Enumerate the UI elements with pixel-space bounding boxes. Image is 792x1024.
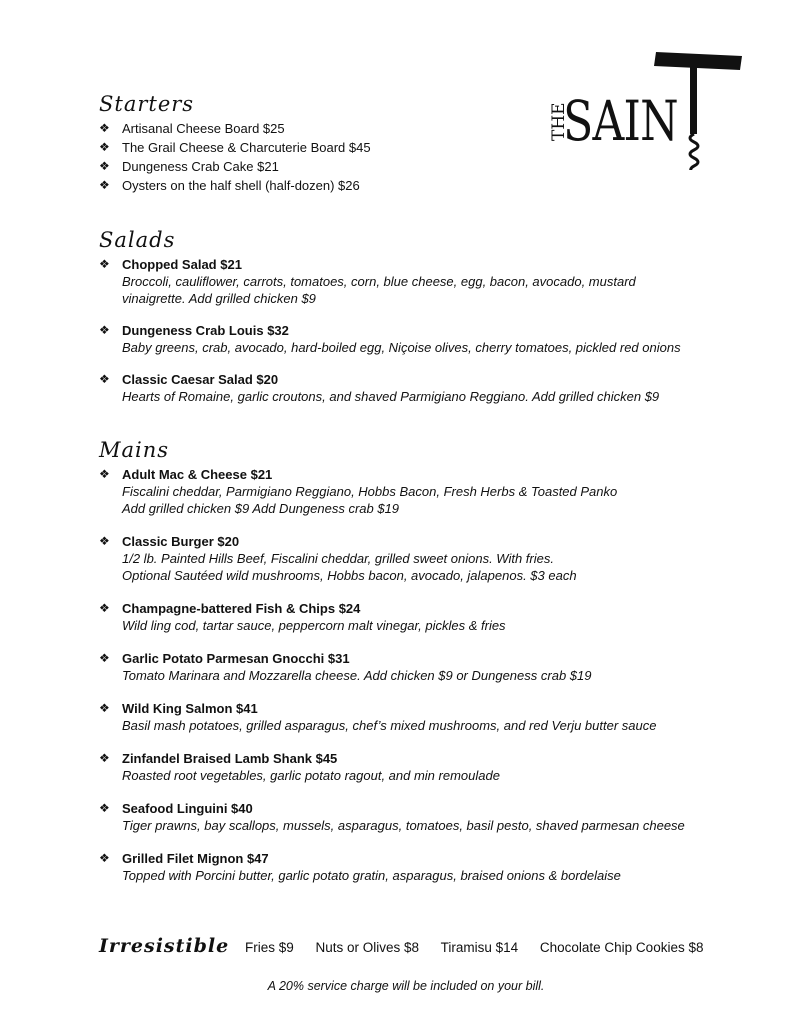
item-name: Champagne-battered Fish & Chips $24 <box>122 601 361 616</box>
main-item <box>99 850 685 884</box>
diamond-bullet-icon: ❖ <box>99 851 110 865</box>
main-item <box>99 466 685 517</box>
diamond-bullet-icon: ❖ <box>99 701 110 715</box>
item-description: 1/2 lb. Painted Hills Beef, Fiscalini cheddar, grilled sweet onions. With fries. <box>122 551 554 566</box>
item-description: Roasted root vegetables, garlic potato ragout, and min remoulade <box>122 768 500 783</box>
salads-section <box>99 228 681 420</box>
item-description: Add grilled chicken $9 Add Dungeness crab $19 <box>122 501 400 516</box>
item-description: Wild ling cod, tartar sauce, peppercorn malt vinegar, pickles & fries <box>122 618 506 633</box>
diamond-bullet-icon: ❖ <box>99 751 110 765</box>
main-item <box>99 750 685 784</box>
irresistible-row <box>99 935 721 957</box>
diamond-bullet-icon: ❖ <box>99 323 110 337</box>
item-name: Seafood Linguini $40 <box>122 801 253 816</box>
item-name: Classic Burger $20 <box>122 534 240 549</box>
item-description: Tiger prawns, bay scallops, mussels, asparagus, tomatoes, basil pesto, shaved parmesan cheese <box>122 818 685 833</box>
item-name: Dungeness Crab Louis $32 <box>122 323 289 338</box>
extra-item: Tiramisu $14 <box>440 940 519 955</box>
diamond-bullet-icon: ❖ <box>99 159 110 173</box>
item-name: Chopped Salad $21 <box>122 257 242 272</box>
extra-item: Chocolate Chip Cookies $8 <box>539 940 704 955</box>
salad-item <box>99 322 681 356</box>
item-description: Basil mash potatoes, grilled asparagus, chef’s mixed mushrooms, and red Verju butter sauce <box>122 718 657 733</box>
item-name: Garlic Potato Parmesan Gnocchi $31 <box>122 651 350 666</box>
starter-item: ❖ Oysters on the half shell (half-dozen) $26 <box>99 178 360 193</box>
item-description: Optional Sautéed wild mushrooms, Hobbs bacon, avocado, jalapenos. $3 each <box>122 568 577 583</box>
diamond-bullet-icon: ❖ <box>99 467 110 481</box>
salads-title: Salads <box>99 228 176 252</box>
salad-item <box>99 371 681 405</box>
starter-item: ❖ The Grail Cheese & Charcuterie Board $45 <box>99 140 371 155</box>
main-item <box>99 650 685 684</box>
diamond-bullet-icon: ❖ <box>99 178 110 192</box>
diamond-bullet-icon: ❖ <box>99 534 110 548</box>
diamond-bullet-icon: ❖ <box>99 140 110 154</box>
extra-item: Fries $9 <box>244 940 294 955</box>
item-name: Classic Caesar Salad $20 <box>122 372 279 387</box>
item-description: Topped with Porcini butter, garlic potato gratin, asparagus, braised onions & bordelaise <box>122 868 621 883</box>
salad-item <box>99 256 681 307</box>
diamond-bullet-icon: ❖ <box>99 257 110 271</box>
main-item <box>99 800 685 834</box>
main-item <box>99 533 685 584</box>
logo-saint-text: SAIN <box>563 89 678 154</box>
diamond-bullet-icon: ❖ <box>99 372 110 386</box>
the-saint-logo <box>544 46 744 170</box>
starters-list <box>99 120 371 194</box>
item-description: Tomato Marinara and Mozzarella cheese. Add chicken $9 or Dungeness crab $19 <box>122 668 592 683</box>
logo-the-text: THE <box>549 102 569 141</box>
item-name: Wild King Salmon $41 <box>122 701 258 716</box>
item-name: Grilled Filet Mignon $47 <box>122 851 269 866</box>
item-description: Baby greens, crab, avocado, hard-boiled egg, Niçoise olives, cherry tomatoes, pickled red onions <box>122 340 681 355</box>
item-description: Hearts of Romaine, garlic croutons, and shaved Parmigiano Reggiano. Add grilled chicken $9 <box>122 389 660 404</box>
item-description: Fiscalini cheddar, Parmigiano Reggiano, Hobbs Bacon, Fresh Herbs & Toasted Panko <box>122 484 618 499</box>
irresistible-title: Irresistible <box>99 935 230 957</box>
extra-item: Nuts or Olives $8 <box>315 940 420 955</box>
starters-title: Starters <box>99 92 195 116</box>
diamond-bullet-icon: ❖ <box>99 121 110 135</box>
starter-item: ❖ Dungeness Crab Cake $21 <box>99 159 279 174</box>
starter-item: ❖ Artisanal Cheese Board $25 <box>99 121 285 136</box>
item-name: Zinfandel Braised Lamb Shank $45 <box>122 751 338 766</box>
diamond-bullet-icon: ❖ <box>99 801 110 815</box>
item-description: Broccoli, cauliflower, carrots, tomatoes, corn, blue cheese, egg, bacon, avocado, mustard <box>122 274 636 289</box>
diamond-bullet-icon: ❖ <box>99 651 110 665</box>
main-item <box>99 700 685 734</box>
item-description: vinaigrette. Add grilled chicken $9 <box>122 291 316 306</box>
mains-title: Mains <box>99 438 170 462</box>
mains-section <box>99 438 685 900</box>
diamond-bullet-icon: ❖ <box>99 601 110 615</box>
service-charge-note: A 20% service charge will be included on your bill. <box>267 979 545 993</box>
item-name: Adult Mac & Cheese $21 <box>122 467 273 482</box>
starters-section <box>99 92 371 196</box>
main-item <box>99 600 685 634</box>
